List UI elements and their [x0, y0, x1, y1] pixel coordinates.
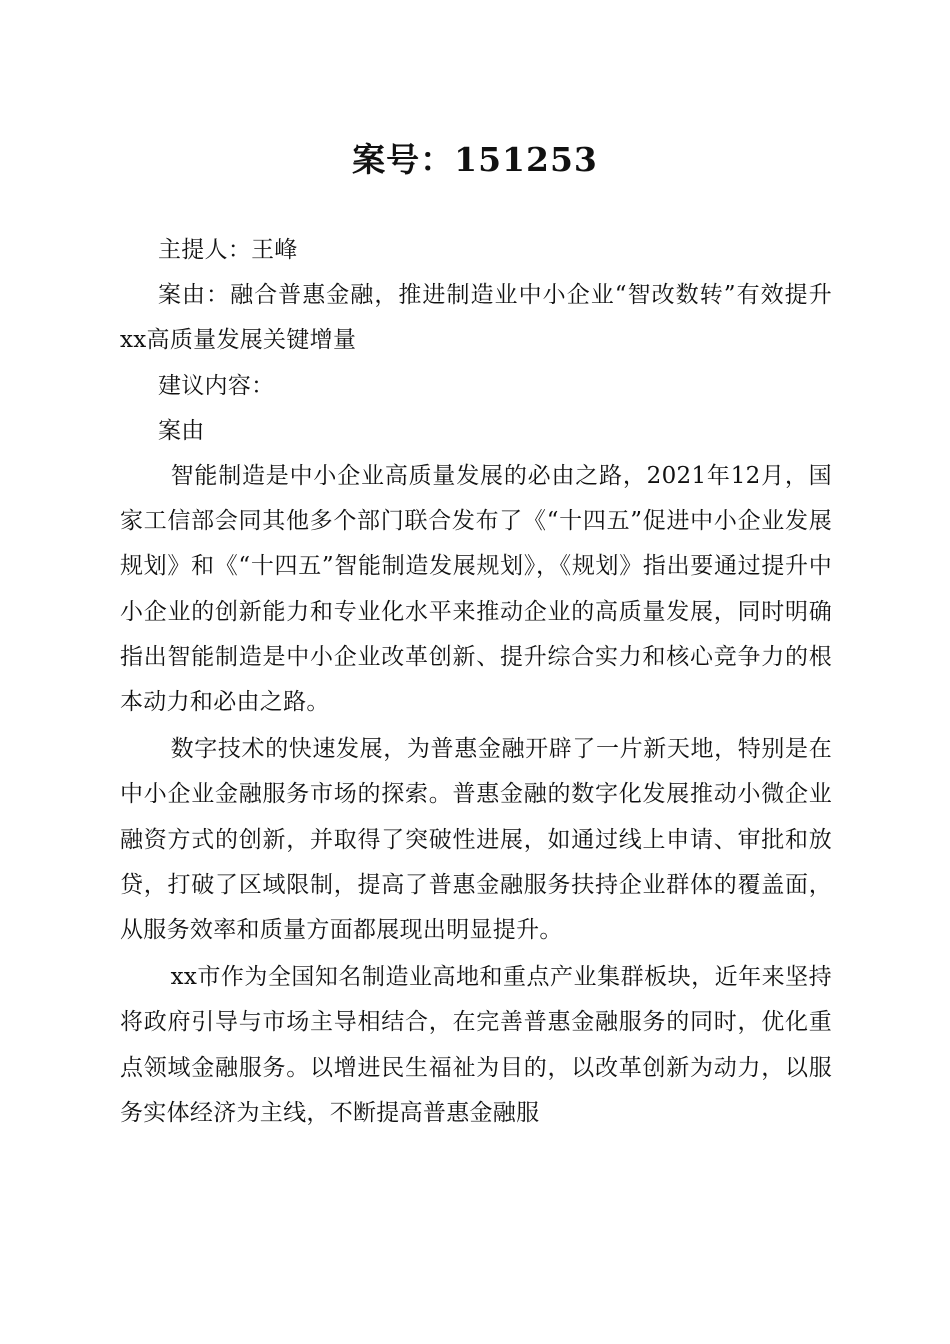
suggestion-heading: 建议内容：	[157, 372, 275, 399]
paragraph-1: 智能制造是中小企业高质量发展的必由之路，2021年12月，国家工信部会同其他多个部门联合发布了《“十四五”促进中小企业发展规划》和《“十四五”智能制造发展规划》，《规划》指出要通过提升中小企业的创新能力和专业化水平来推动企业的高质量发展，同时明确指出智能制造是中小企业改革创新、提升综合实力和核心竞争力的根本动力和必由之路。	[120, 463, 832, 716]
paragraph-2: 数字技术的快速发展，为普惠金融开辟了一片新天地，特别是在中小企业金融服务市场的探索。普惠金融的数字化发展推动小微企业融资方式的创新，并取得了突破性进展，如通过线上申请、审批和放贷，打破了区域限制，提高了普惠金融服务扶持企业群体的覆盖面，从服务效率和质量方面都展现出明显提升。	[120, 736, 832, 944]
paragraph-3: xx市作为全国知名制造业高地和重点产业集群板块，近年来坚持将政府引导与市场主导相结合，在完善普惠金融服务的同时，优化重点领域金融服务。以增进民生福祉为目的，以改革创新为动力，以服务实体经济为主线，不断提高普惠金融服	[120, 964, 832, 1126]
subject-line: 案由：融合普惠金融，推进制造业中小企业“智改数转”有效提升xx高质量发展关键增量	[120, 282, 832, 354]
proposer-line: 主提人：王峰	[157, 237, 298, 263]
case-number-title: 案号：151253	[352, 140, 598, 179]
document-body	[120, 228, 832, 1136]
section-heading: 案由	[157, 417, 205, 444]
